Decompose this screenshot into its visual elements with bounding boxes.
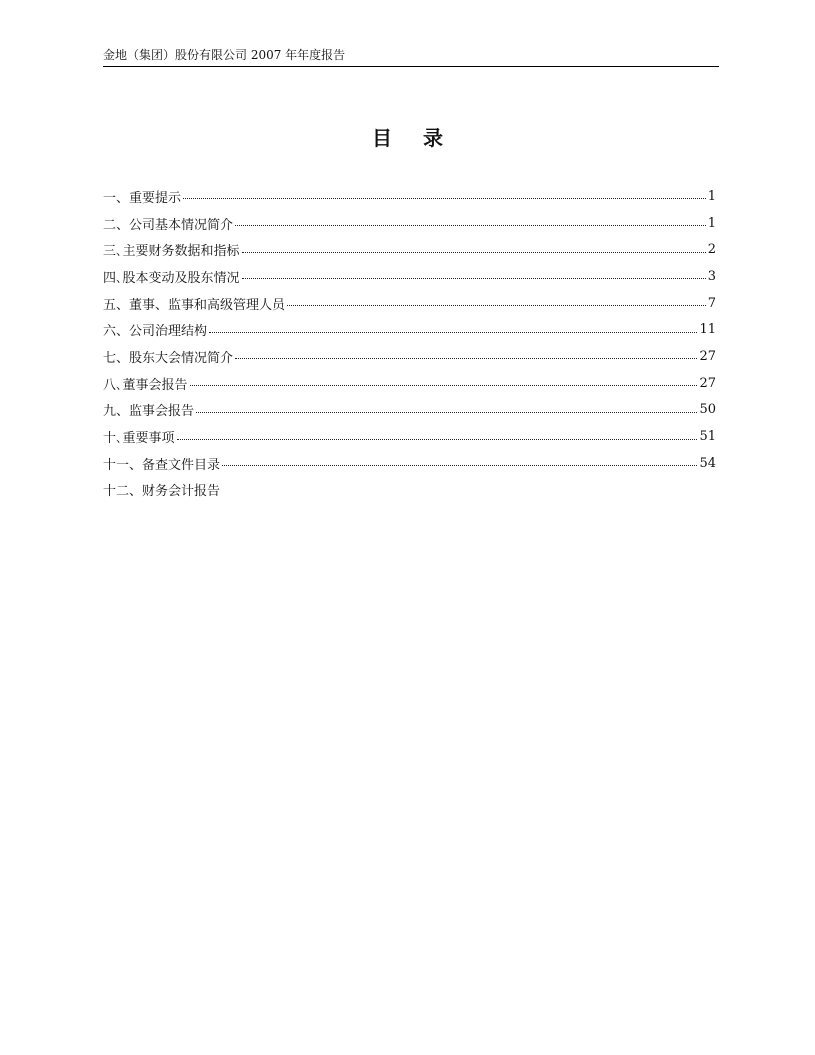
toc-entry[interactable] [103,423,716,450]
toc-entry-page: 2 [707,242,716,258]
toc-entry[interactable] [103,183,716,210]
toc-dot-leader [183,197,706,199]
toc-entry-page: 54 [699,455,716,471]
toc-entry-page: 51 [699,429,716,445]
toc-entry-label: 六、公司治理结构 [103,324,208,340]
toc-entry[interactable] [103,370,716,397]
toc-entry-label: 十二、财务会计报告 [103,484,221,500]
toc-entry-label: 十､重要事项 [103,431,175,447]
toc-dot-leader [222,464,697,466]
toc-entry[interactable] [103,290,716,317]
toc-dot-leader [209,331,697,333]
toc-entry-page: 27 [699,375,716,391]
toc-entry-page: 7 [707,295,716,311]
toc-dot-leader [242,277,706,279]
toc-entry[interactable] [103,263,716,290]
toc-entry-page: 1 [707,215,716,231]
toc-entry-page: 3 [707,268,716,284]
toc-dot-leader [242,251,706,253]
toc-entry-page: 1 [707,188,716,204]
toc-dot-leader [235,357,697,359]
toc-entry-label: 十一、备查文件目录 [103,457,221,473]
toc-dot-leader [235,224,706,226]
table-of-contents [103,183,716,503]
toc-entry-page: 11 [699,322,716,338]
toc-dot-leader [190,384,698,386]
page-title: 目 录 [372,126,455,150]
toc-entry-label: 九、监事会报告 [103,404,195,420]
page-header [103,47,719,67]
toc-entry[interactable] [103,450,716,477]
toc-dot-leader [177,438,698,440]
toc-entry-label: 二、公司基本情况简介 [103,217,234,233]
toc-entry-label: 一、重要提示 [103,190,182,206]
toc-entry-label: 五、董事、监事和高级管理人员 [103,297,286,313]
toc-entry-label: 三､主要财务数据和指标 [103,244,240,260]
toc-entry-label: 四､股本变动及股东情况 [103,270,240,286]
toc-entry-page: 50 [699,402,716,418]
toc-entry-label: 八､董事会报告 [103,377,188,393]
toc-entry-label: 七、股东大会情况简介 [103,350,234,366]
toc-entry[interactable] [103,477,716,504]
toc-dot-leader [196,411,697,413]
header-text: 金地（集团）股份有限公司 2007 年年度报告 [103,48,346,62]
toc-entry-page: 27 [699,348,716,364]
toc-dot-leader [287,304,706,306]
toc-entry[interactable] [103,316,716,343]
toc-entry[interactable] [103,236,716,263]
toc-entry[interactable] [103,343,716,370]
toc-entry[interactable] [103,397,716,424]
toc-entry[interactable] [103,210,716,237]
